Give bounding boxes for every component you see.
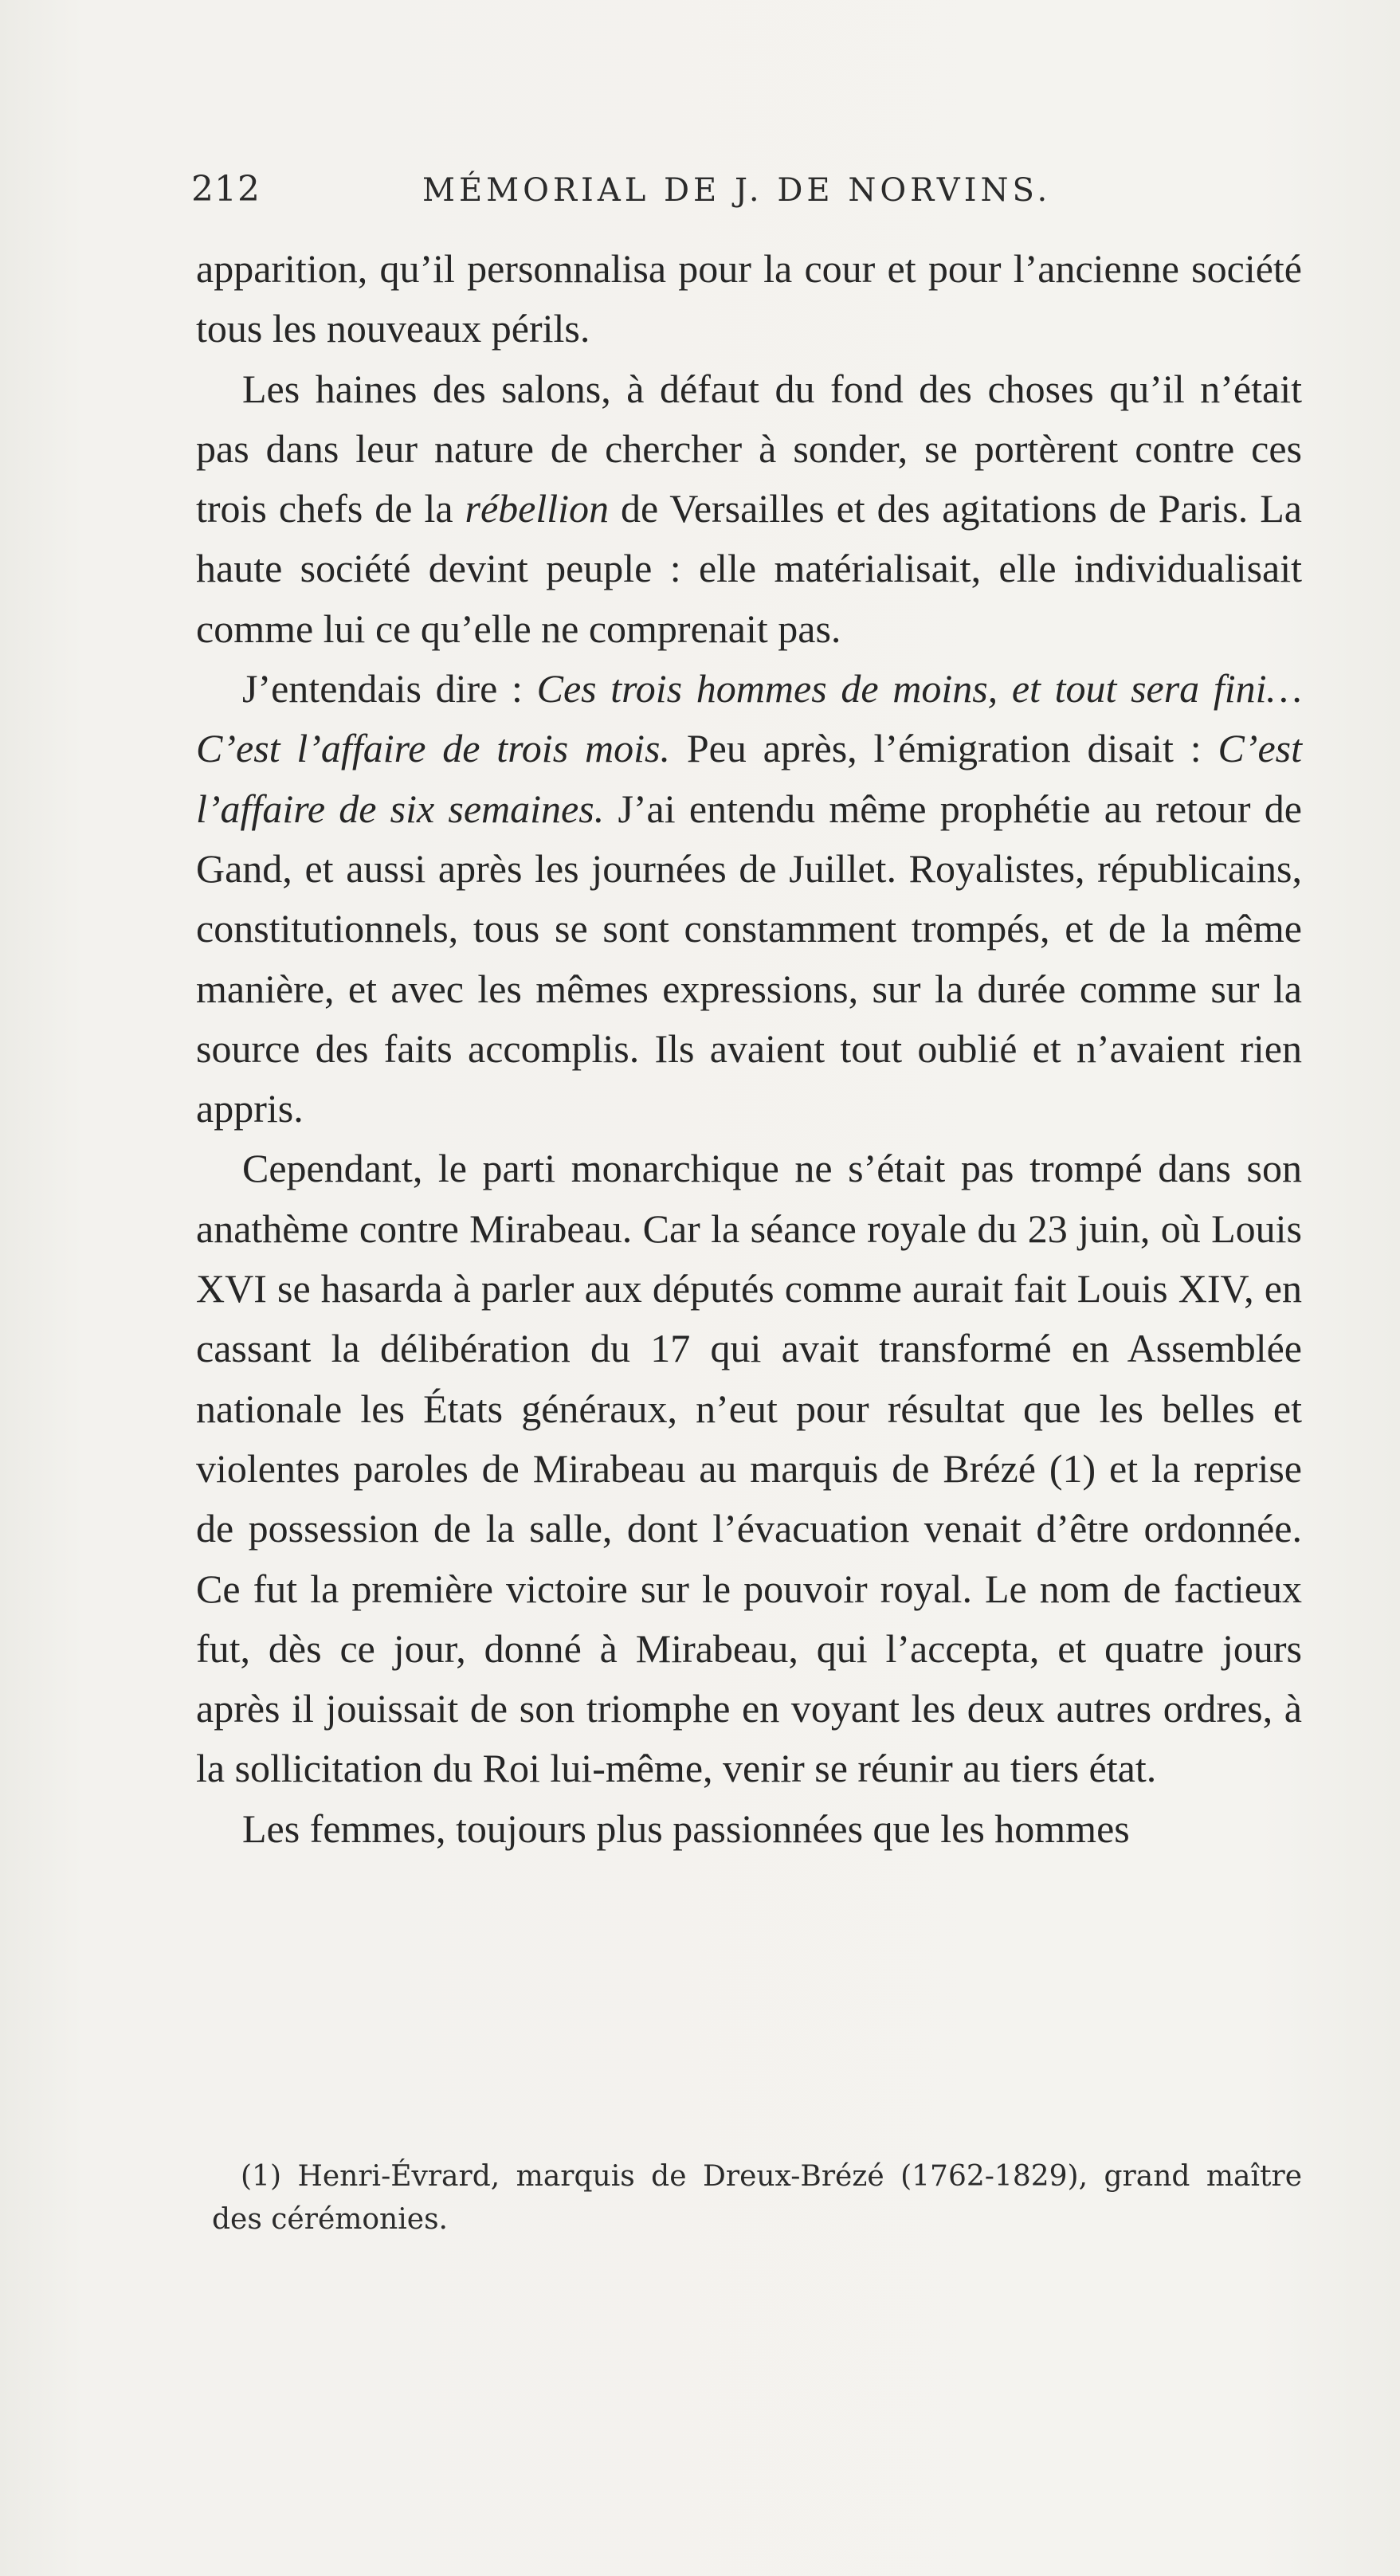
text-run: de Versailles et des agitations de Paris. La haute société devint peuple : elle matérialisait, elle individualisait comme lui ce qu’elle ne comprenait pas. <box>196 486 1302 651</box>
text-run: Les femmes, toujours plus passionnées que les hommes <box>242 1806 1130 1851</box>
italic-run: rébellion <box>465 486 610 531</box>
text-run: J’entendais dire : <box>242 666 537 712</box>
paragraph-5 <box>196 1799 1302 1859</box>
body-text <box>196 239 1302 1859</box>
italic-run: C’est l’affaire de six semaines. <box>196 726 1302 831</box>
footnote-text: (1) Henri-Évrard, marquis de Dreux-Brézé (1762-1829), grand maître des cérémonies. <box>212 2160 1302 2236</box>
running-head <box>191 169 1307 217</box>
footnote <box>212 2155 1302 2241</box>
text-run: Les haines des salons, à défaut du fond des choses qu’il n’était pas dans leur nature de chercher à sonder, se portèrent contre ces trois chefs de la <box>196 366 1302 531</box>
paragraph-1 <box>196 239 1302 359</box>
running-title: MÉMORIAL DE J. DE NORVINS. <box>422 172 1052 209</box>
paragraph-3 <box>196 659 1302 1139</box>
text-run: Cependant, le parti monarchique ne s’était pas trompé dans son anathème contre Mirabeau. Car la séance royale du 23 juin, où Louis XVI se hasarda à parler aux députés comme aurait fait Louis XIV, en cassant la délibération du 17 qui avait transformé en Assemblée nationale les États généraux, n’eut pour résultat que les belles et violentes paroles de Mirabeau au marquis de Brézé (1) et la reprise de possession de la salle, dont l’évacuation venait d’être ordonnée. Ce fut la première victoire sur le pouvoir royal. Le nom de factieux fut, dès ce jour, donné à Mirabeau, qui l’accepta, et quatre jours après il jouissait de son triomphe en voyant les deux autres ordres, à la sollicitation du Roi lui-même, venir se réunir au tiers état. <box>196 1146 1302 1791</box>
text-run: Peu après, l’émigration disait : <box>669 726 1218 771</box>
italic-run: Ces trois hommes de moins, et tout sera fini… C’est l’affaire de trois mois. <box>196 666 1302 771</box>
page-number: 212 <box>191 169 261 210</box>
text-run: apparition, qu’il personnalisa pour la cour et pour l’ancienne société tous les nouveaux périls. <box>196 246 1302 351</box>
paragraph-4 <box>196 1139 1302 1798</box>
paragraph-2 <box>196 359 1302 659</box>
text-run: J’ai entendu même prophétie au retour de Gand, et aussi après les journées de Juillet. Royalistes, républicains, constitutionnels, tous se sont constamment trompés, et de la même manière, et avec les mêmes expressions, sur la durée comme sur la source des faits accomplis. Ils avaient tout oublié et n’avaient rien appris. <box>196 786 1302 1131</box>
